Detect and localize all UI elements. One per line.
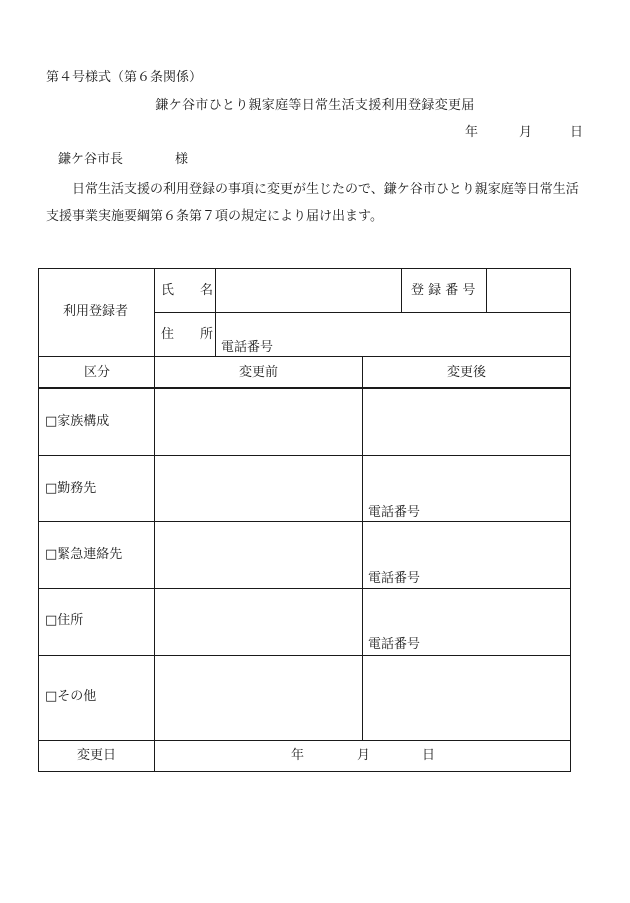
rule-name-value-right	[401, 268, 402, 312]
table-border-bottom	[38, 771, 571, 772]
rule-row-3-bottom	[38, 588, 571, 589]
rule-row-4-bottom	[38, 655, 571, 656]
document-title: 鎌ケ谷市ひとり親家庭等日常生活支援利用登録変更届	[155, 98, 475, 113]
change-date-label: 変更日	[77, 748, 117, 763]
row-label-address: □住所	[45, 613, 84, 628]
registration-number-label: 登 録 番 号	[411, 283, 476, 298]
change-date-day: 日	[422, 748, 436, 763]
change-date-year: 年	[291, 748, 305, 763]
registrant-phone-label: 電話番号	[221, 340, 274, 355]
date-year-label: 年	[465, 125, 479, 140]
table-border-left	[38, 268, 39, 772]
header-category: 区分	[84, 365, 111, 380]
table-border-right	[570, 268, 571, 772]
row-workplace-phone-label: 電話番号	[368, 505, 421, 520]
date-month-label: 月	[519, 125, 533, 140]
addressee-name: 鎌ケ谷市長	[58, 152, 124, 167]
row-label-emergency-contact: □緊急連絡先	[45, 547, 123, 562]
rule-before-after-divider	[362, 356, 363, 740]
row-label-other: □その他	[45, 689, 97, 704]
rule-field-label-column-right	[215, 268, 216, 356]
header-after: 変更後	[447, 365, 487, 380]
date-day-label: 日	[570, 125, 584, 140]
address-label: 住 所	[161, 327, 214, 342]
form-number-label: 第４号様式（第６条関係）	[46, 70, 203, 85]
change-date-month: 月	[357, 748, 371, 763]
rule-category-column-right	[154, 268, 155, 772]
addressee-honorific: 様	[175, 152, 189, 167]
row-label-workplace: □勤務先	[45, 481, 97, 496]
name-label: 氏 名	[161, 283, 214, 298]
rule-row-5-bottom	[38, 740, 571, 741]
table-border-top	[38, 268, 571, 269]
notification-body-text: 日常生活支援の利用登録の事項に変更が生じたので、鎌ケ谷市ひとり親家庭等日常生活支援事業実施要綱第６条第７項の規定により届け出ます。	[46, 182, 579, 224]
row-label-family: □家族構成	[45, 414, 110, 429]
rule-registrant-bottom	[38, 356, 571, 357]
rule-header-bottom	[38, 387, 571, 389]
row-address-phone-label: 電話番号	[368, 637, 421, 652]
rule-row-1-bottom	[38, 455, 571, 456]
registrant-label: 利用登録者	[63, 304, 129, 319]
header-before: 変更前	[239, 365, 279, 380]
rule-name-row-bottom	[154, 312, 571, 313]
row-emergency-phone-label: 電話番号	[368, 571, 421, 586]
rule-row-2-bottom	[38, 521, 571, 522]
rule-registration-label-right	[486, 268, 487, 312]
